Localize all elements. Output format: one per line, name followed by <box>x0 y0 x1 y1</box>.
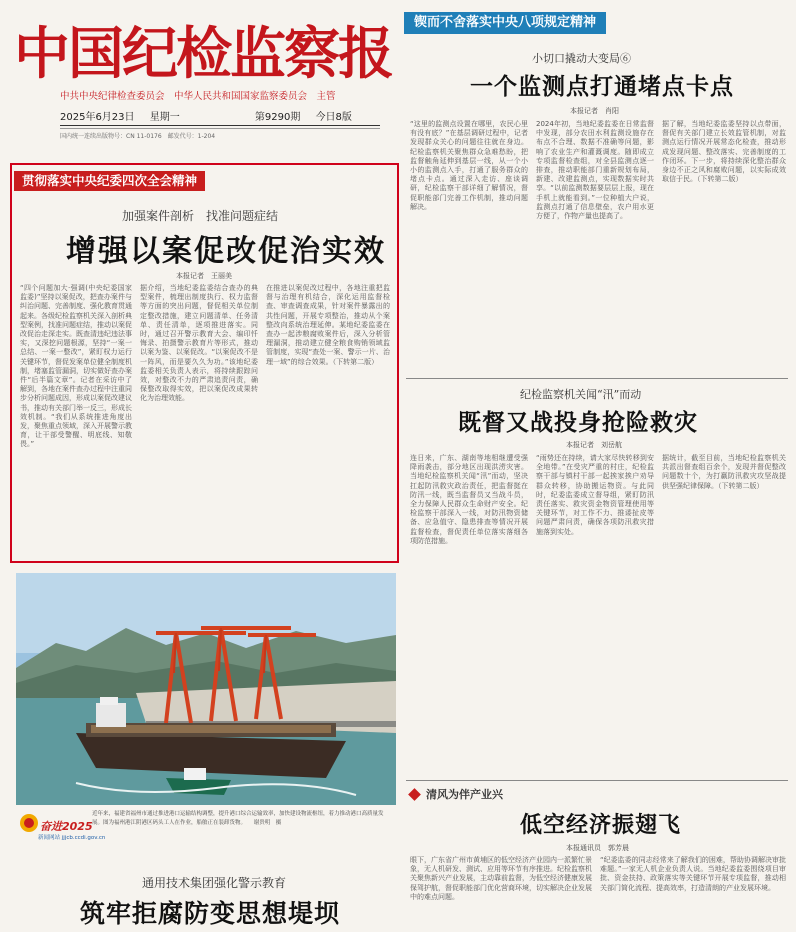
masthead-org-line: 中共中央纪律检查委员会 中华人民共和国国家监察委员会 主管 <box>60 91 336 102</box>
lead-article-byline: 本报记者 王丽美 <box>176 272 232 280</box>
top-right-col-1: “这里的监测点设置在哪里，农民心里有没有底？”在基层调研过程中，记者发现群众关心的问题往往就在身边。纪检监察机关聚焦群众急难愁盼，把监督触角延伸到基层一线，从一个小小的监测点入手，打通了服务群众的堵点卡点。通过深入走访、座谈调研，纪检监察干部详细了解情况，督促职能部门完善工作机制，推动问题解决。 <box>410 120 528 211</box>
photo-caption-text: 近年来，福建省福州市通过推进港口运输结构调整，提升港口综合运输效率，加快建设物流枢纽，着力推动港口高质量发展。图为福州港江阴港区码头工人在作业，船舶正在装卸货物。 <box>92 811 384 826</box>
photo-caption <box>92 810 394 846</box>
masthead-rule <box>60 125 380 126</box>
masthead-rule-thin <box>60 128 380 129</box>
top-right-col-2: 2024年初，当地纪委监委在日常监督中发现，部分农田水利监测设施存在布点不合理、数据不准确等问题，影响了农业生产和灌溉调度。随即成立专项监督检查组，对全县监测点逐一排查，推动职能部门重新规划布局，新建、改建监测点，实现数据实时共享。“以前监测数据要层层上报，现在手机上就能看到。”一位种植大户说，监测点打通了信息壁垒，农户用水更方便了，作物产量也提高了。 <box>536 120 654 221</box>
bottom-left-headline: 筑牢拒腐防变思想堤坝 <box>80 899 341 928</box>
lead-article-headline: 增强以案促改促治实效 <box>66 234 386 269</box>
lead-article-kicker: 加强案件剖析 找准问题症结 <box>122 209 279 223</box>
top-right-byline: 本报记者 肖阳 <box>570 107 619 115</box>
section-banner: 锲而不舍落实中央八项规定精神 <box>404 12 606 34</box>
issue-number: 第9290期 <box>254 112 301 123</box>
lead-article-col-1: “四个问题加大·强调(中央纪委国家监委)”坚持以案促改，把查办案件与纠治问题、完善制度、强化教育贯通起来。各级纪检监察机关深入剖析典型案例，找准问题症结，推动以案促改促治走深走实。既查清违纪违法事实，又深挖问题根源，坚持“一案一总结、一案一整改”，紧盯权力运行关键环节，督促发案单位健全制度机制，堵塞监管漏洞，切实做好查办案件“后半篇文章”。记者在采访中了解到，各地在案件查办过程中注重同步分析问题成因，形成以案促改建议书，推动有关部门举一反三，形成长效机制。“我们从系统推进角度出发，聚焦重点领域，深入开展警示教育，让干部受警醒、明底线、知敬畏。” <box>20 284 132 449</box>
campaign-logo-text: 奋进2025 <box>40 820 93 833</box>
issue-date: 2025年6月23日 <box>60 112 135 123</box>
bottom-right-byline: 本报通讯员 郭芳晨 <box>566 844 629 852</box>
mid-right-col-3: 据统计，截至目前，当地纪检监察机关共派出督查组百余个，发现并督促整改问题数十个，为打赢防汛救灾攻坚战提供坚强纪律保障。（下转第二版） <box>662 454 786 490</box>
section-divider-1 <box>406 378 788 379</box>
masthead-registration: 国内统一连续出版物号：CN 11-0176 邮发代号：1-204 <box>60 133 216 140</box>
mid-right-col-1: 连日来，广东、湖南等地相继遭受强降雨袭击，部分地区出现洪涝灾害。当地纪检监察机关闻“汛”而动，坚决扛起防汛救灾政治责任，把监督挺在防汛一线，既当监督员又当战斗员，全力保障人民群众生命财产安全。纪检监察干部深入一线，对防汛物资储备、应急值守、隐患排查等情况开展监督检查，督促责任单位落实落细各项防范措施。 <box>410 454 528 545</box>
bottom-left-kicker: 通用技术集团强化警示教育 <box>142 876 287 890</box>
lead-article-tag: 贯彻落实中央纪委四次全会精神 <box>14 171 205 191</box>
bottom-right-headline: 低空经济振翅飞 <box>520 813 682 838</box>
mid-right-headline: 既督又战投身抢险救灾 <box>458 410 698 436</box>
section-divider-2 <box>406 780 788 781</box>
campaign-logo-url: 新闻网站 jjjcb.ccdi.gov.cn <box>38 835 106 841</box>
port-photo <box>16 573 396 805</box>
top-right-col-3: 据了解，当地纪委监委坚持以点带面，督促有关部门建立长效监管机制，对监测点运行情况开展常态化检查，推动形成发现问题、整改落实、完善制度的工作闭环。下一步，将持续深化整治群众身边不正之风和腐败问题，以实际成效取信于民。（下转第二版） <box>662 120 786 184</box>
masthead-title: 中国纪检监察报 <box>14 21 392 87</box>
mid-right-byline: 本报记者 刘岳航 <box>566 441 622 449</box>
photo-credit: 谢贵明 摄 <box>253 819 282 826</box>
section-marker-icon <box>408 788 421 801</box>
lead-article-col-2: 据介绍，当地纪委监委结合查办的典型案件，梳理出制度执行、权力监督等方面的突出问题，督促相关单位制定整改措施，建立问题清单、任务清单、责任清单，逐项推进落实。同时，通过召开警示教育大会、编印忏悔录、拍摄警示教育片等形式，推动以案为鉴、以案促改。“以案促改不是一阵风，而是要久久为功。”该地纪委监委相关负责人表示，将持续跟踪问效，对整改不力的严肃追责问责，确保整改取得实效，把以案促改成果转化为治理效能。 <box>140 284 258 403</box>
mid-right-kicker: 纪检监察机关闻“汛”而动 <box>520 388 642 401</box>
mid-right-col-2: “雨势还在持续，请大家尽快转移到安全地带。”在受灾严重的村庄，纪检监察干部与镇村干部一起挨家挨户劝导群众转移，协助搬运物资。与此同时，纪委监委成立督导组，紧盯防汛责任落实、救灾资金物资管理使用等关键环节，对工作不力、推诿扯皮等问题严肃问责，确保各项防汛救灾措施落到实处。 <box>536 454 654 536</box>
top-right-headline: 一个监测点打通堵点卡点 <box>470 74 734 100</box>
bottom-right-col-2: “纪委监委的同志经常来了解我们的困难，帮助协调解决审批难题。”一家无人机企业负责人说。当地纪委监委围绕项目审批、资金扶持、政策落实等关键环节开展专项监督，推动相关部门简化流程、提高效率，打造清朗的产业发展环境。 <box>600 856 786 892</box>
bottom-right-kicker: 清风为伴产业兴 <box>426 788 503 801</box>
masthead-date-line <box>60 108 364 123</box>
issue-weekday: 星期一 <box>149 112 180 123</box>
top-right-kicker: 小切口撬动大变局⑥ <box>532 52 631 65</box>
lead-article-col-3: 在推进以案促改过程中，各地注重把监督与治理有机结合，深化运用监督检查、审查调查成果，针对案件暴露出的共性问题，开展专项整治，推动从个案整改向系统治理延伸。某地纪委监委在查办一起涉粮腐败案件后，深入分析管理漏洞，推动建立健全粮食购销领域监管制度，实现“查处一案、警示一片、治理一域”的综合效果。（下转第二版） <box>266 284 390 366</box>
bottom-right-col-1: 眼下，广东省广州市黄埔区的低空经济产业园内一派繁忙景象，无人机研发、测试、应用等环节有序推进。纪检监察机关聚焦新兴产业发展，主动靠前监督，为低空经济健康发展保驾护航，督促职能部门优化营商环境，切实解决企业发展中的难点问题。 <box>410 856 592 901</box>
issue-pages: 今日8版 <box>315 112 352 123</box>
